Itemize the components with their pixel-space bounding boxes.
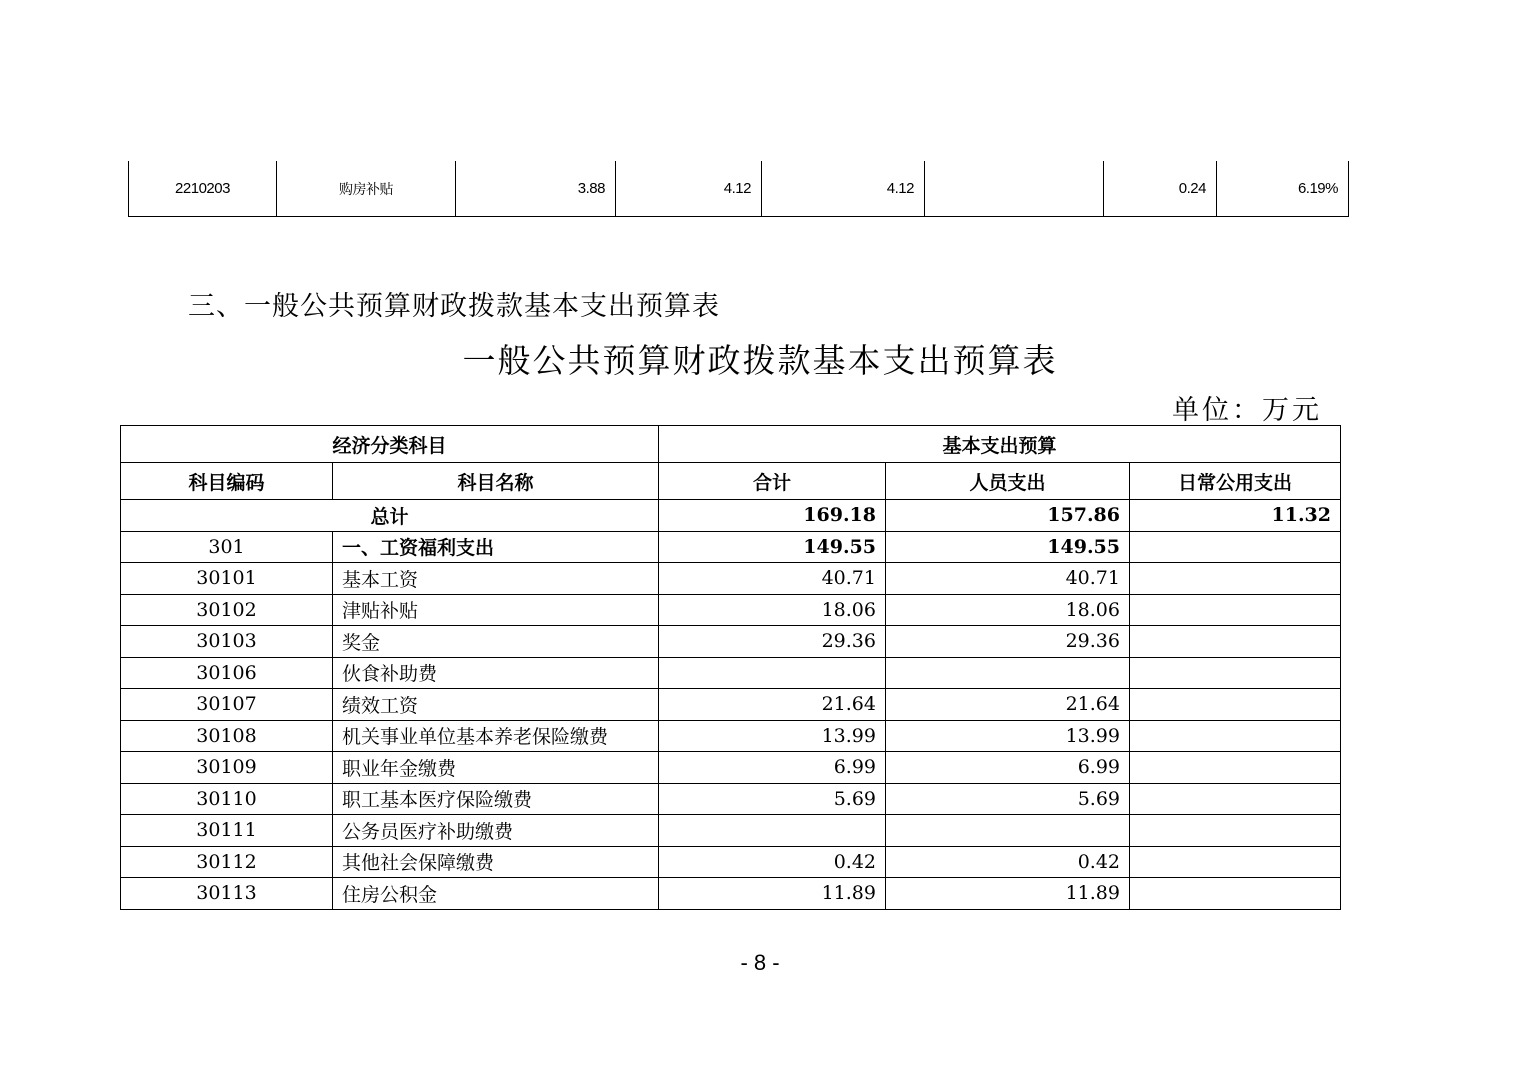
total-sum: 169.18 xyxy=(659,500,886,532)
table-row xyxy=(121,752,1341,784)
row-personnel: 29.36 xyxy=(886,626,1130,658)
table-row xyxy=(121,626,1341,658)
row-code: 30107 xyxy=(121,689,333,721)
column-header-code: 科目编码 xyxy=(121,463,333,500)
row-code: 30110 xyxy=(121,783,333,815)
top-row-value-1: 3.88 xyxy=(456,161,616,217)
row-name: 津贴补贴 xyxy=(333,594,659,626)
table-title: 一般公共预算财政拨款基本支出预算表 xyxy=(462,341,1058,380)
row-total xyxy=(659,657,886,689)
top-row-code: 2210203 xyxy=(129,161,277,217)
top-row-value-2: 4.12 xyxy=(616,161,762,217)
row-code: 30101 xyxy=(121,563,333,595)
row-personnel: 11.89 xyxy=(886,878,1130,910)
total-public: 11.32 xyxy=(1130,500,1341,532)
top-row-value-6: 6.19% xyxy=(1217,161,1349,217)
row-name: 公务员医疗补助缴费 xyxy=(333,815,659,847)
column-header-public: 日常公用支出 xyxy=(1130,463,1341,500)
row-code: 30103 xyxy=(121,626,333,658)
row-personnel xyxy=(886,815,1130,847)
row-personnel: 0.42 xyxy=(886,846,1130,878)
row-personnel xyxy=(886,657,1130,689)
row-code: 301 xyxy=(121,531,333,563)
row-public xyxy=(1130,626,1341,658)
row-personnel: 13.99 xyxy=(886,720,1130,752)
row-total: 149.55 xyxy=(659,531,886,563)
row-total: 0.42 xyxy=(659,846,886,878)
row-code: 30108 xyxy=(121,720,333,752)
page-number: - 8 - xyxy=(740,950,780,975)
table-row xyxy=(121,594,1341,626)
row-total xyxy=(659,815,886,847)
row-name: 机关事业单位基本养老保险缴费 xyxy=(333,720,659,752)
table-row xyxy=(121,689,1341,721)
previous-table-tail xyxy=(128,161,1349,217)
group-header-economic-category: 经济分类科目 xyxy=(121,426,659,463)
row-public xyxy=(1130,783,1341,815)
row-total: 13.99 xyxy=(659,720,886,752)
table-row xyxy=(129,161,1349,217)
row-public xyxy=(1130,878,1341,910)
column-header-total: 合计 xyxy=(659,463,886,500)
table-row xyxy=(121,846,1341,878)
row-total: 40.71 xyxy=(659,563,886,595)
total-personnel: 157.86 xyxy=(886,500,1130,532)
row-public xyxy=(1130,815,1341,847)
row-personnel: 5.69 xyxy=(886,783,1130,815)
row-name: 职工基本医疗保险缴费 xyxy=(333,783,659,815)
row-name: 职业年金缴费 xyxy=(333,752,659,784)
row-code: 30112 xyxy=(121,846,333,878)
row-public xyxy=(1130,594,1341,626)
unit-label: 单位：万元 xyxy=(1172,395,1322,426)
row-total: 5.69 xyxy=(659,783,886,815)
row-name: 奖金 xyxy=(333,626,659,658)
row-personnel: 21.64 xyxy=(886,689,1130,721)
column-header-personnel: 人员支出 xyxy=(886,463,1130,500)
total-row xyxy=(121,500,1341,532)
row-total: 6.99 xyxy=(659,752,886,784)
column-header-name: 科目名称 xyxy=(333,463,659,500)
group-header-row xyxy=(121,426,1341,463)
row-name: 一、工资福利支出 xyxy=(333,531,659,563)
column-header-row xyxy=(121,463,1341,500)
row-personnel: 6.99 xyxy=(886,752,1130,784)
row-code: 30111 xyxy=(121,815,333,847)
row-public xyxy=(1130,689,1341,721)
table-row xyxy=(121,783,1341,815)
row-public xyxy=(1130,563,1341,595)
row-personnel: 149.55 xyxy=(886,531,1130,563)
row-name: 住房公积金 xyxy=(333,878,659,910)
table-row xyxy=(121,815,1341,847)
table-row xyxy=(121,657,1341,689)
row-public xyxy=(1130,657,1341,689)
row-name: 绩效工资 xyxy=(333,689,659,721)
row-public xyxy=(1130,720,1341,752)
table-row xyxy=(121,531,1341,563)
row-name: 其他社会保障缴费 xyxy=(333,846,659,878)
row-public xyxy=(1130,846,1341,878)
row-personnel: 18.06 xyxy=(886,594,1130,626)
top-row-name: 购房补贴 xyxy=(277,161,456,217)
group-header-basic-expenditure: 基本支出预算 xyxy=(659,426,1341,463)
row-name: 基本工资 xyxy=(333,563,659,595)
row-code: 30109 xyxy=(121,752,333,784)
row-personnel: 40.71 xyxy=(886,563,1130,595)
row-total: 29.36 xyxy=(659,626,886,658)
row-public xyxy=(1130,752,1341,784)
row-total: 21.64 xyxy=(659,689,886,721)
budget-table xyxy=(120,425,1341,910)
top-row-value-5: 0.24 xyxy=(1104,161,1217,217)
top-row-value-4 xyxy=(925,161,1104,217)
row-name: 伙食补助费 xyxy=(333,657,659,689)
row-public xyxy=(1130,531,1341,563)
total-label: 总计 xyxy=(121,500,659,532)
row-code: 30106 xyxy=(121,657,333,689)
top-row-value-3: 4.12 xyxy=(762,161,925,217)
table-row xyxy=(121,720,1341,752)
row-code: 30113 xyxy=(121,878,333,910)
row-total: 18.06 xyxy=(659,594,886,626)
table-row xyxy=(121,563,1341,595)
row-code: 30102 xyxy=(121,594,333,626)
table-row xyxy=(121,878,1341,910)
section-heading: 三、一般公共预算财政拨款基本支出预算表 xyxy=(188,291,720,322)
row-total: 11.89 xyxy=(659,878,886,910)
